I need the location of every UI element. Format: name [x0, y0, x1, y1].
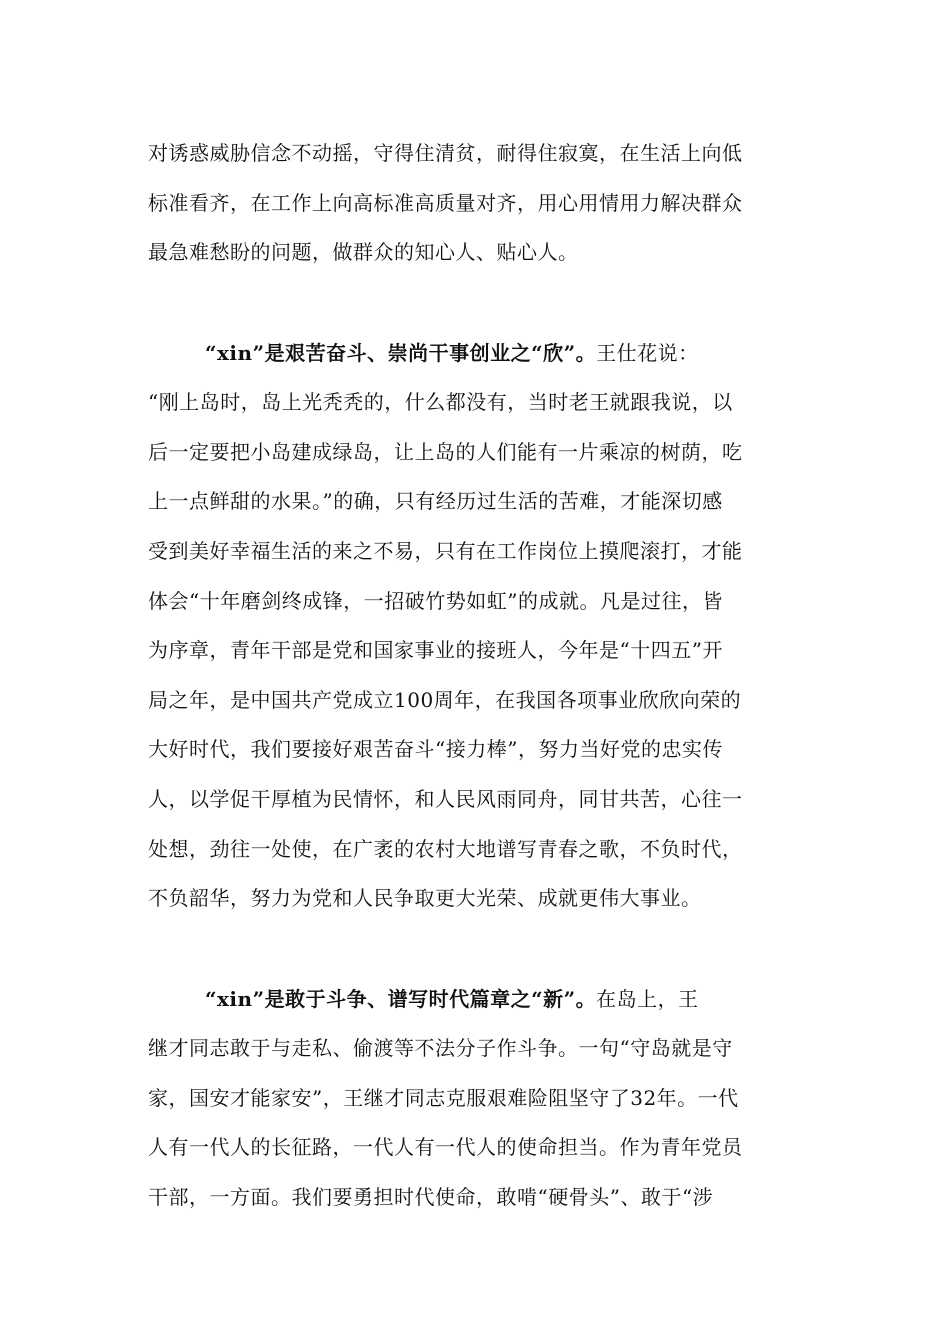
- paragraph-3-line-4: 人有一代人的长征路，一代人有一代人的使命担当。作为青年党员: [148, 1135, 743, 1159]
- paragraph-3-line-5: 干部，一方面。我们要勇担时代使命，敢啃“硬骨头”、敢于“涉: [148, 1185, 714, 1209]
- paragraph-3-line-2: 继才同志敢于与走私、偷渡等不法分子作斗争。一句“守岛就是守: [148, 1036, 733, 1060]
- paragraph-2-line-4: 上一点鲜甜的水果。”的确，只有经历过生活的苦难，才能深切感: [148, 489, 723, 513]
- paragraph-1-line-2: 标准看齐，在工作上向高标准高质量对齐，用心用情用力解决群众: [148, 191, 743, 215]
- paragraph-3-first-line: [205, 984, 805, 1014]
- paragraph-2-line-10: 人，以学促干厚植为民情怀，和人民风雨同舟，同甘共苦，心往一: [148, 787, 743, 811]
- paragraph-2-line-11: 处想，劲往一处使，在广袤的农村大地谱写青春之歌，不负时代，: [148, 837, 743, 861]
- paragraph-2-line-2: “刚上岛时，岛上光秃秃的，什么都没有，当时老王就跟我说，以: [148, 390, 733, 414]
- paragraph-2-line-3: 后一定要把小岛建成绿岛，让上岛的人们能有一片乘凉的树荫，吃: [148, 440, 743, 464]
- paragraph-2-line-12: 不负韶华，努力为党和人民争取更大光荣、成就更伟大事业。: [148, 886, 702, 910]
- paragraph-2-first-line-rest: 王仕花说：: [596, 341, 699, 365]
- paragraph-1-line-3: 最急难愁盼的问题，做群众的知心人、贴心人。: [148, 240, 579, 264]
- paragraph-3-line-3: 家，国安才能家安”，王继才同志克服艰难险阻坚守了32年。一代: [148, 1086, 739, 1110]
- paragraph-2-heading: “xin”是艰苦奋斗、崇尚干事创业之“欣”。: [205, 341, 597, 365]
- paragraph-2-line-6: 体会“十年磨剑终成锋，一招破竹势如虹”的成就。凡是过往，皆: [148, 589, 723, 613]
- paragraph-3-heading: “xin”是敢于斗争、谱写时代篇章之“新”。: [205, 987, 597, 1011]
- paragraph-2-first-line: [205, 338, 805, 368]
- paragraph-3-first-line-rest: 在岛上，王: [596, 987, 699, 1011]
- paragraph-2-line-5: 受到美好幸福生活的来之不易，只有在工作岗位上摸爬滚打，才能: [148, 539, 743, 563]
- paragraph-1-line-1: 对诱惑威胁信念不动摇，守得住清贫，耐得住寂寞，在生活上向低: [148, 141, 743, 165]
- paragraph-2-line-8: 局之年，是中国共产党成立100周年，在我国各项事业欣欣向荣的: [148, 688, 742, 712]
- paragraph-2-line-9: 大好时代，我们要接好艰苦奋斗“接力棒”，努力当好党的忠实传: [148, 737, 723, 761]
- paragraph-2-line-7: 为序章，青年干部是党和国家事业的接班人，今年是“十四五”开: [148, 638, 723, 662]
